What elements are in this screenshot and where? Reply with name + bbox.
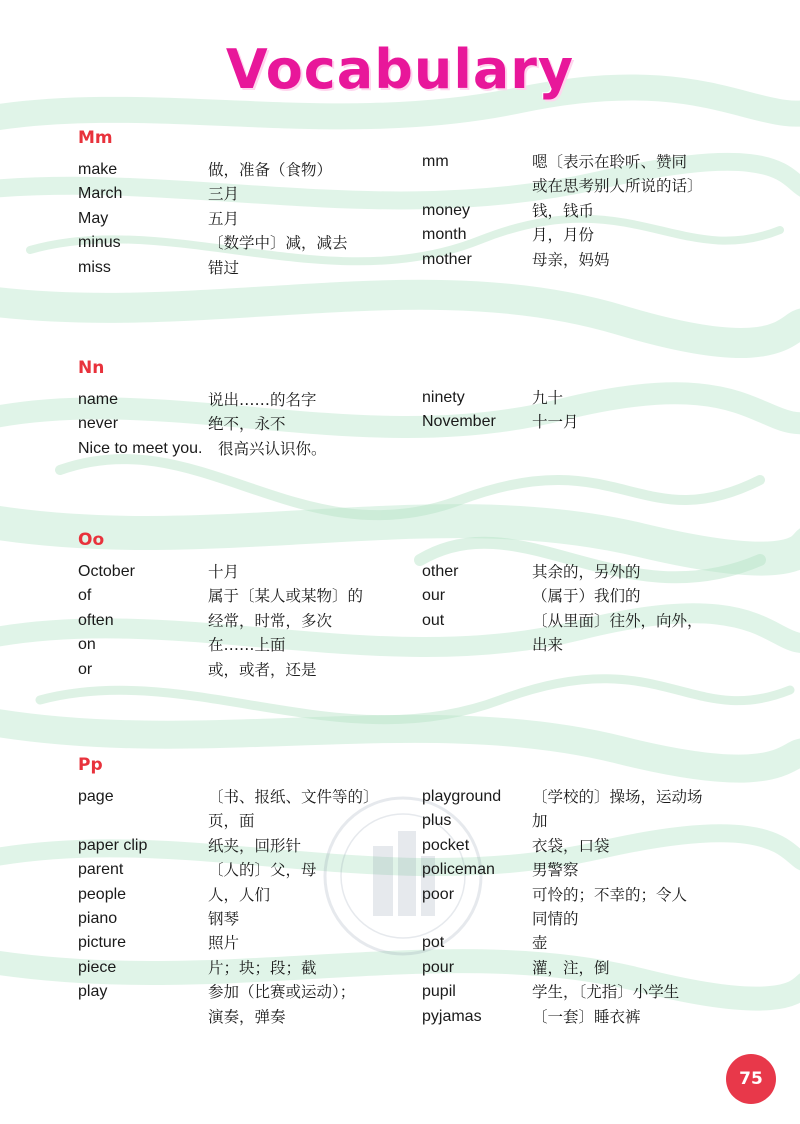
section-heading: Pp (78, 755, 103, 775)
vocab-entry (78, 256, 348, 280)
meaning-line: 演奏，弹奏 (208, 1007, 286, 1026)
meaning-line: 页，面 (208, 812, 255, 831)
meaning-line: 三月 (208, 185, 240, 204)
vocab-meaning (208, 883, 270, 907)
vocab-entry (78, 182, 348, 206)
meaning-line: 〔数学中〕减，减去 (208, 234, 348, 253)
meaning-line: 片；块；段；截 (208, 958, 317, 977)
vocab-meaning (208, 207, 239, 231)
vocab-entry (422, 410, 579, 434)
vocab-meaning (532, 199, 594, 223)
meaning-line: 灌，注，倒 (532, 958, 610, 977)
vocab-entry (78, 834, 379, 858)
vocab-meaning (208, 231, 348, 255)
vocab-meaning (208, 560, 239, 584)
vocab-meaning (208, 256, 239, 280)
vocab-meaning (208, 858, 317, 882)
meaning-line: 五月 (208, 209, 240, 228)
vocab-word: other (422, 563, 459, 580)
left-column (78, 388, 327, 461)
vocab-meaning (208, 412, 286, 436)
phrase-entry (78, 437, 327, 461)
vocab-word: pocket (422, 836, 470, 854)
meaning-line: 其余的，另外的 (532, 563, 641, 581)
meaning-line: 可怜的；不幸的；令人 (532, 885, 688, 904)
left-column (78, 158, 348, 280)
vocab-entry (422, 809, 703, 833)
vocab-entry (78, 207, 348, 231)
vocab-meaning (532, 980, 679, 1004)
meaning-line: 同情的 (532, 910, 579, 929)
meaning-line: 〔人的〕父，母 (208, 861, 317, 880)
meaning-line: 学生，〔尤指〕小学生 (532, 983, 680, 1002)
meaning-line: 照片 (208, 934, 240, 953)
vocab-word: ninety (422, 389, 465, 406)
meaning-line: 钢琴 (208, 910, 240, 929)
meaning-line: 〔学校的〕操场，运动场 (532, 788, 703, 806)
meaning-line: 〔书、报纸、文件等的〕 (208, 788, 379, 806)
vocab-meaning (208, 388, 317, 412)
vocab-entry (78, 658, 363, 682)
meaning-line: 加 (532, 812, 548, 831)
vocab-word: policeman (422, 861, 495, 879)
vocab-meaning (532, 223, 594, 247)
vocab-word: page (78, 788, 114, 805)
vocab-entry (422, 931, 703, 955)
meaning-line: 〔从里面〕往外，向外， (532, 611, 703, 630)
vocab-entry (78, 785, 379, 834)
vocab-word: pot (422, 934, 445, 952)
vocab-meaning (532, 584, 641, 608)
vocab-word: often (78, 611, 114, 629)
vocab-meaning (532, 858, 579, 882)
right-column (422, 785, 703, 1029)
vocab-entry (78, 956, 379, 980)
vocab-word: piano (78, 910, 118, 928)
vocab-entry (422, 584, 703, 608)
phrase-word: Nice to meet you. (78, 439, 203, 457)
vocab-word: pyjamas (422, 1007, 482, 1025)
vocab-word: minus (78, 234, 121, 252)
vocab-meaning (208, 609, 332, 633)
vocab-entry (78, 560, 363, 584)
meaning-line: （属于）我们的 (532, 587, 641, 606)
vocab-entry (78, 980, 379, 1029)
meaning-line: 错过 (208, 258, 240, 277)
vocab-entry (78, 907, 379, 931)
page-title: Vocabulary (225, 38, 575, 101)
section-heading: Nn (78, 358, 105, 378)
vocab-word: on (78, 636, 96, 654)
section-heading: Oo (78, 530, 105, 550)
vocab-meaning (208, 658, 317, 682)
meaning-line: 男警察 (532, 861, 579, 880)
vocab-meaning (532, 785, 703, 809)
vocab-meaning (208, 584, 363, 608)
vocab-word: name (78, 391, 119, 408)
meaning-line: 母亲，妈妈 (532, 250, 610, 269)
meaning-line: 十月 (208, 563, 240, 581)
meaning-line: 〔一套〕睡衣裤 (532, 1007, 641, 1026)
vocab-word: mm (422, 153, 449, 170)
left-column (78, 785, 379, 1029)
vocab-meaning (208, 907, 239, 931)
vocab-entry (78, 858, 379, 882)
vocab-meaning (208, 980, 355, 1029)
vocab-meaning (532, 410, 579, 434)
vocab-entry (78, 633, 363, 657)
vocab-word: plus (422, 812, 452, 830)
meaning-line: 或，或者，还是 (208, 660, 317, 679)
vocab-entry (422, 248, 703, 272)
meaning-line: 参加（比赛或运动）； (208, 983, 356, 1002)
meaning-line: 做，准备（食物） (208, 161, 333, 179)
vocab-word: play (78, 983, 108, 1001)
vocab-meaning (208, 633, 286, 657)
section-heading: Mm (78, 128, 113, 148)
meaning-line: 衣袋，口袋 (532, 836, 610, 855)
meaning-line: 九十 (532, 389, 564, 407)
vocab-word: mother (422, 250, 472, 268)
meaning-line: 纸夹，回形针 (208, 836, 302, 855)
vocab-entry (78, 883, 379, 907)
meaning-line: 或在思考别人所说的话〕 (532, 177, 703, 196)
right-column (422, 150, 703, 272)
vocab-entry (78, 609, 363, 633)
vocab-meaning (208, 931, 239, 955)
vocab-entry (422, 956, 703, 980)
meaning-line: 说出……的名字 (208, 391, 317, 409)
vocab-meaning (532, 609, 703, 658)
vocab-entry (422, 609, 703, 658)
vocab-entry (422, 223, 703, 247)
vocab-word: miss (78, 258, 111, 276)
vocab-word: parent (78, 861, 124, 879)
vocab-meaning (532, 834, 610, 858)
vocab-entry (422, 785, 703, 809)
vocab-meaning (208, 182, 239, 206)
vocab-entry (422, 1005, 703, 1029)
meaning-line: 在……上面 (208, 636, 286, 655)
vocab-word: our (422, 587, 446, 605)
vocab-word: pupil (422, 983, 456, 1001)
vocab-meaning (208, 158, 332, 182)
vocab-meaning (532, 248, 610, 272)
page-number-badge: 75 (726, 1054, 776, 1104)
vocab-word: poor (422, 885, 455, 903)
vocab-meaning (532, 883, 687, 932)
phrase-meaning: 很高兴认识你。 (218, 439, 327, 458)
vocab-entry (422, 980, 703, 1004)
vocab-entry (422, 386, 579, 410)
vocab-entry (422, 858, 703, 882)
meaning-line: 钱，钱币 (532, 201, 595, 220)
vocab-word: out (422, 611, 445, 629)
vocab-word: month (422, 226, 467, 244)
vocab-meaning (208, 834, 301, 858)
meaning-line: 属于〔某人或某物〕的 (208, 587, 364, 606)
meaning-line: 出来 (532, 636, 564, 655)
vocab-word: money (422, 201, 471, 219)
vocab-meaning (532, 956, 610, 980)
vocab-word: pour (422, 958, 455, 976)
vocab-entry (422, 560, 703, 584)
vocab-entry (78, 388, 327, 412)
vocab-entry (78, 931, 379, 955)
vocab-word: make (78, 161, 118, 178)
vocab-word: paper clip (78, 836, 148, 854)
meaning-line: 壶 (532, 934, 548, 953)
vocab-meaning (532, 931, 548, 955)
vocab-entry (78, 412, 327, 436)
meaning-line: 经常，时常，多次 (208, 611, 333, 630)
vocab-meaning (208, 956, 317, 980)
vocab-entry (422, 150, 703, 199)
right-column (422, 560, 703, 658)
vocab-entry (78, 584, 363, 608)
vocab-meaning (532, 560, 641, 584)
meaning-line: 绝不，永不 (208, 415, 286, 434)
meaning-line: 月，月份 (532, 226, 595, 245)
vocab-entry (78, 231, 348, 255)
vocab-word: or (78, 660, 93, 678)
vocab-meaning (532, 1005, 641, 1029)
left-column (78, 560, 363, 682)
vocab-word: March (78, 185, 123, 203)
meaning-line: 嗯〔表示在聆听、赞同 (532, 153, 688, 171)
vocab-word: never (78, 415, 119, 433)
vocab-meaning (532, 386, 563, 410)
right-column (422, 386, 579, 435)
vocab-entry (422, 199, 703, 223)
entry-list (78, 388, 327, 437)
vocab-entry (422, 883, 703, 932)
vocab-word: piece (78, 958, 117, 976)
vocab-word: playground (422, 788, 502, 805)
meaning-line: 人，人们 (208, 885, 271, 904)
vocab-word: May (78, 209, 109, 227)
vocab-entry (78, 158, 348, 182)
vocab-meaning (532, 809, 548, 833)
vocab-entry (422, 834, 703, 858)
meaning-line: 十一月 (532, 413, 579, 432)
vocab-word: October (78, 563, 135, 580)
vocab-word: of (78, 587, 92, 605)
vocab-word: picture (78, 934, 127, 952)
vocab-word: people (78, 885, 127, 903)
vocab-meaning (208, 785, 379, 834)
vocab-word: November (422, 413, 496, 431)
vocab-meaning (532, 150, 703, 199)
